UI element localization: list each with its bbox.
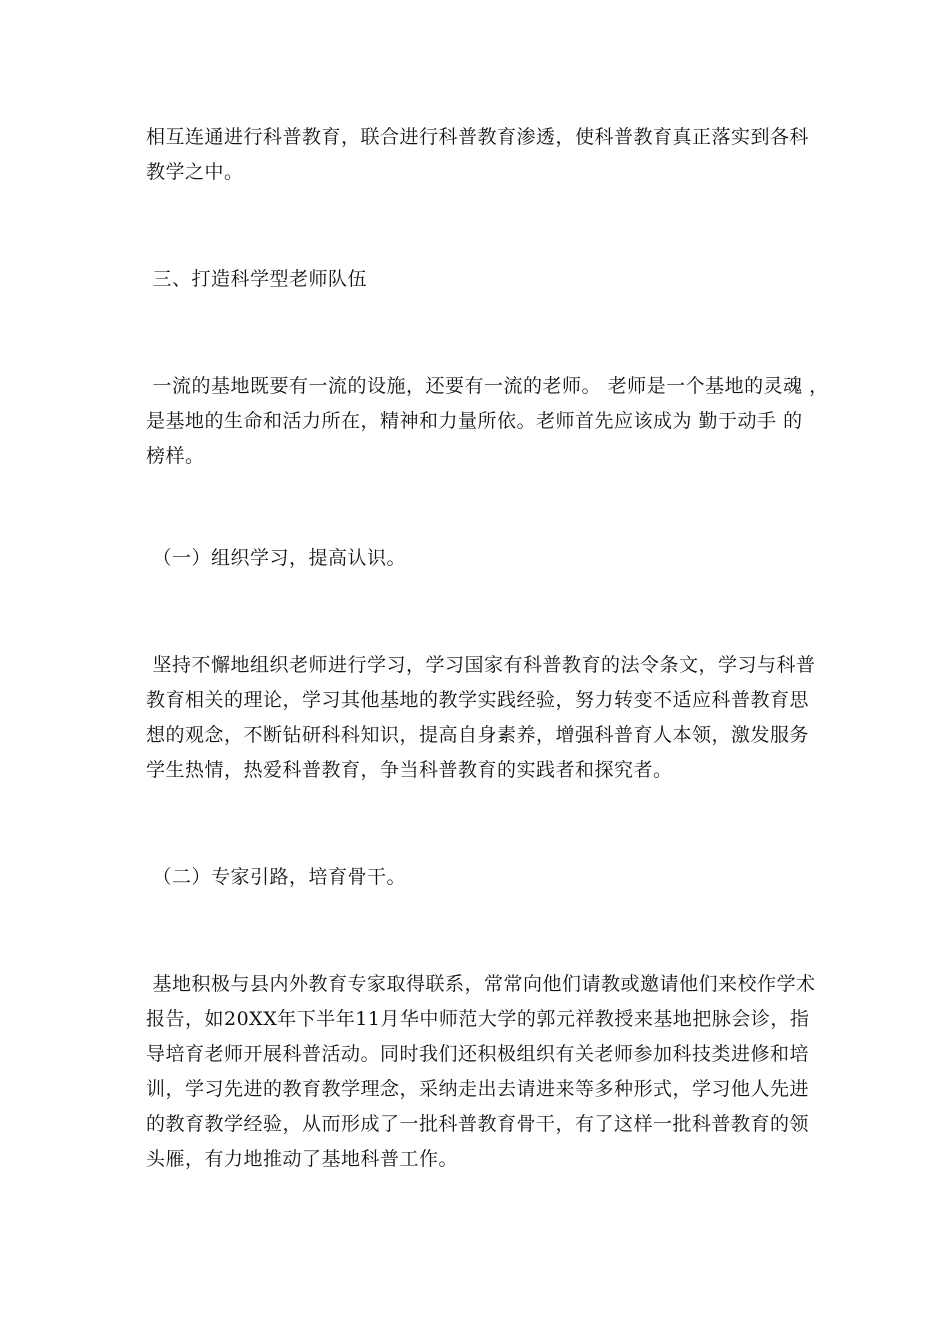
text-line: 坚持不懈地组织老师进行学习，学习国家有科普教育的法令条文，学习与科普 xyxy=(146,654,816,676)
paragraph-continuation xyxy=(146,120,816,190)
sub-heading xyxy=(146,541,816,576)
text-line: 想的观念，不断钻研科科知识，提高自身素养，增强科普育人本领，激发服务 xyxy=(146,724,810,746)
text-line: 头雁，有力地推动了基地科普工作。 xyxy=(146,1148,459,1170)
text-line: 导培育老师开展科普活动。同时我们还积极组织有关老师参加科技类进修和培 xyxy=(146,1043,810,1065)
text-line: 一流的基地既要有一流的设施，还要有一流的老师。 老师是一个基地的灵魂 ， xyxy=(146,375,829,397)
paragraph xyxy=(146,967,816,1177)
text-line: 学生热情，热爱科普教育，争当科普教育的实践者和探究者。 xyxy=(146,759,673,781)
text-line: 是基地的生命和活力所在，精神和力量所依。老师首先应该成为 勤于动手 的 xyxy=(146,410,803,432)
text-line: 相互连通进行科普教育，联合进行科普教育渗透，使科普教育真正落实到各科 xyxy=(146,126,810,148)
sub-heading xyxy=(146,860,816,895)
text-line: 的教育教学经验，从而形成了一批科普教育骨干，有了这样一批科普教育的领 xyxy=(146,1113,810,1135)
section-heading xyxy=(146,262,816,297)
text-line: 榜样。 xyxy=(146,445,205,467)
sub-heading-text: （二）专家引路，培育骨干。 xyxy=(146,866,407,888)
sub-heading-text: （一）组织学习，提高认识。 xyxy=(146,547,407,569)
text-line: 教育相关的理论，学习其他基地的教学实践经验，努力转变不适应科普教育思 xyxy=(146,689,810,711)
paragraph xyxy=(146,648,816,788)
text-line: 基地积极与县内外教育专家取得联系，常常向他们请教或邀请他们来校作学术 xyxy=(146,973,816,995)
text-line: 训，学习先进的教育教学理念，采纳走出去请进来等多种形式，学习他人先进 xyxy=(146,1078,810,1100)
text-line: 教学之中。 xyxy=(146,161,244,183)
text-line: 报告，如20XX年下半年11月华中师范大学的郭元祥教授来基地把脉会诊，指 xyxy=(146,1008,810,1030)
section-heading-text: 三、打造科学型老师队伍 xyxy=(146,268,368,290)
paragraph xyxy=(146,369,829,474)
